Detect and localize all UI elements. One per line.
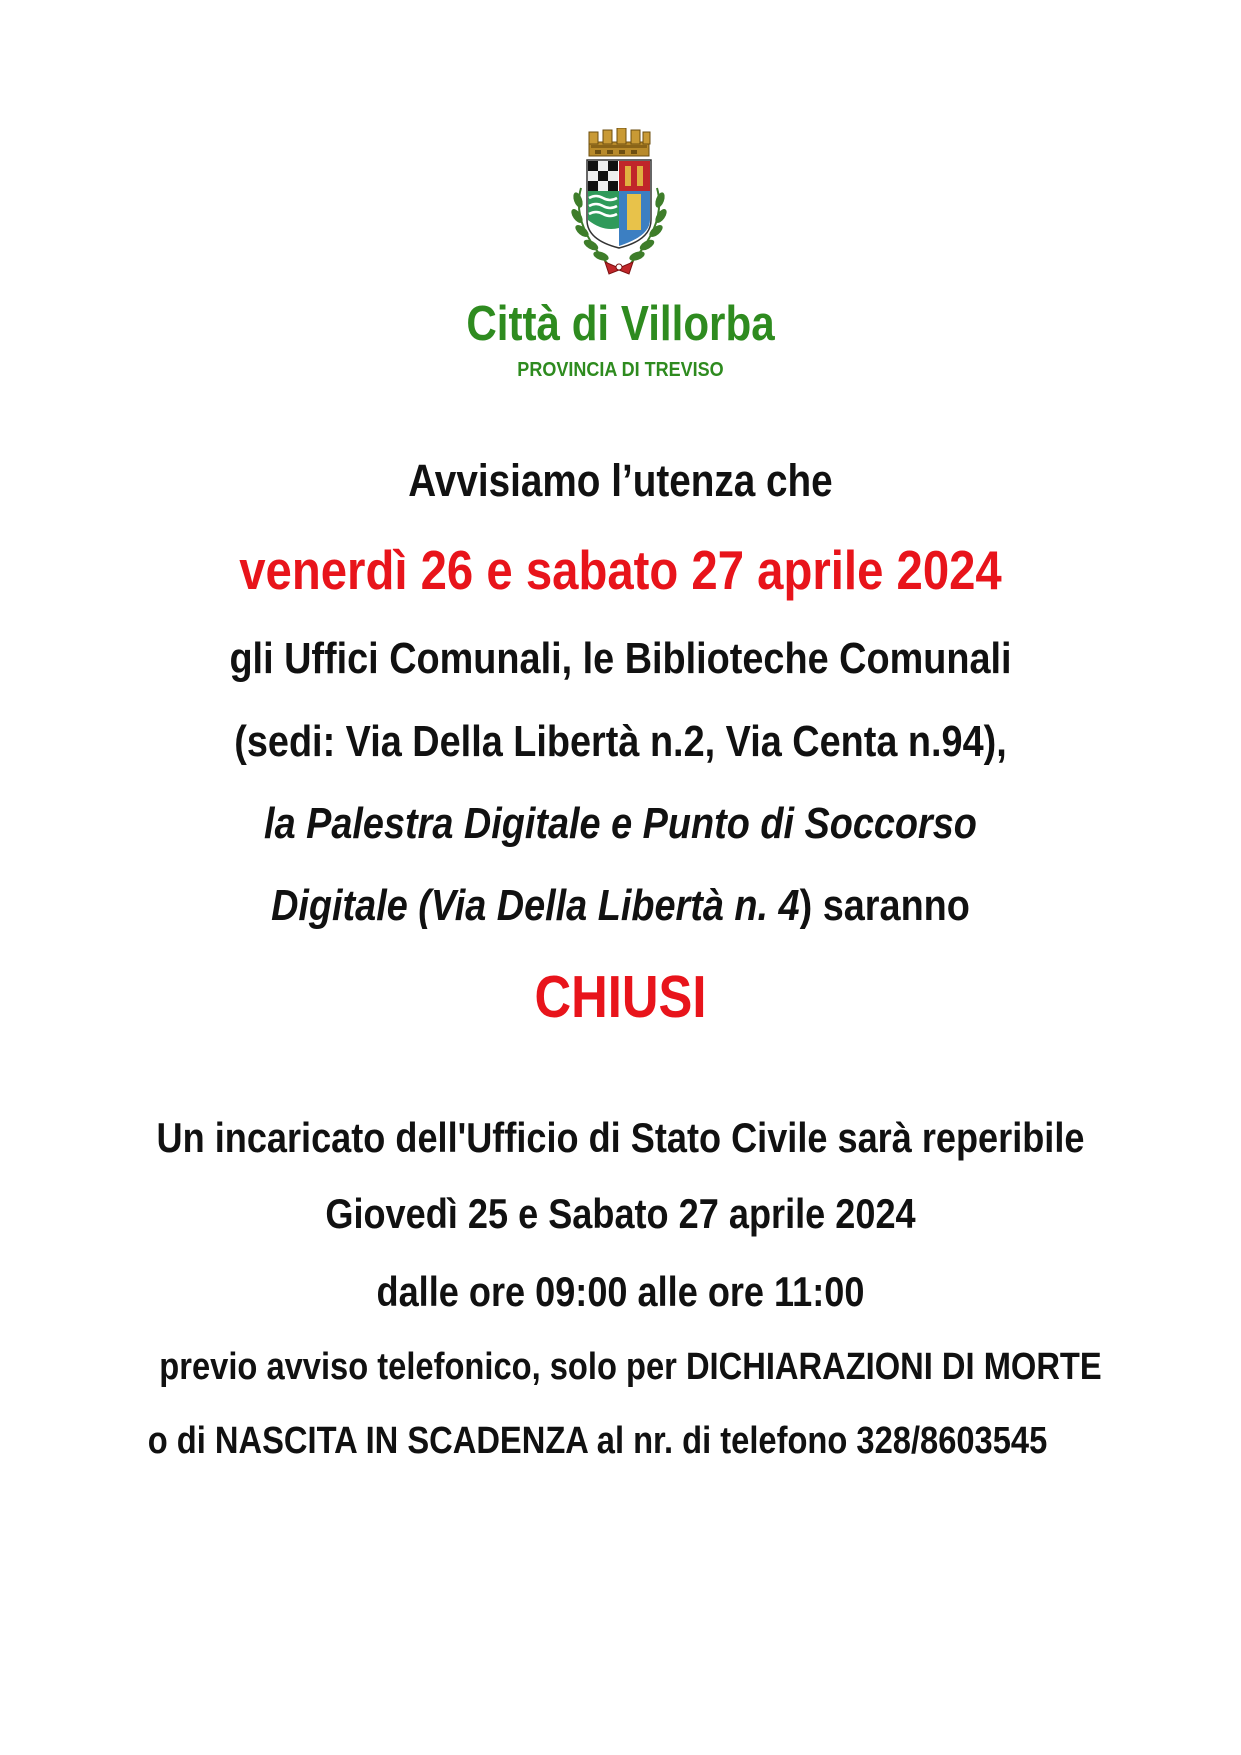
province-name: PROVINCIA DI TREVISO [517, 359, 724, 381]
shield [587, 160, 651, 248]
closure-dates: venerdì 26 e sabato 27 aprile 2024 [239, 539, 1002, 601]
civil-registry-dates: Giovedì 25 e Sabato 27 aprile 2024 [325, 1190, 916, 1237]
crown [589, 128, 650, 156]
digital-gym-line: la Palestra Digitale e Punto di Soccorso [264, 799, 977, 848]
city-name: Città di Villorba [466, 297, 775, 351]
civil-registry-hours: dalle ore 09:00 alle ore 11:00 [376, 1268, 865, 1315]
digital-address-rest: ) saranno [799, 881, 970, 930]
notice-intro: Avvisiamo l’utenza che [408, 455, 833, 506]
civil-registry-phone: o di NASCITA IN SCADENZA al nr. di telefono 328/8603545 [147, 1420, 1048, 1462]
ribbon [605, 262, 633, 274]
civil-registry-line-4: previo avviso telefonico, solo per DICHIARAZIONI DI MORTE [159, 1346, 1102, 1388]
digital-address-line [87, 881, 1154, 930]
office-addresses: (sedi: Via Della Libertà n.2, Via Centa n.94), [234, 717, 1007, 766]
coat-of-arms-icon [567, 128, 671, 276]
civil-registry-line-1: Un incaricato dell'Ufficio di Stato Civile sarà reperibile [156, 1114, 1085, 1161]
closed-offices: gli Uffici Comunali, le Biblioteche Comunali [229, 634, 1012, 683]
closed-label: CHIUSI [534, 964, 707, 1030]
digital-address-italic: Digitale (Via Della Libertà n. 4 [271, 881, 800, 930]
